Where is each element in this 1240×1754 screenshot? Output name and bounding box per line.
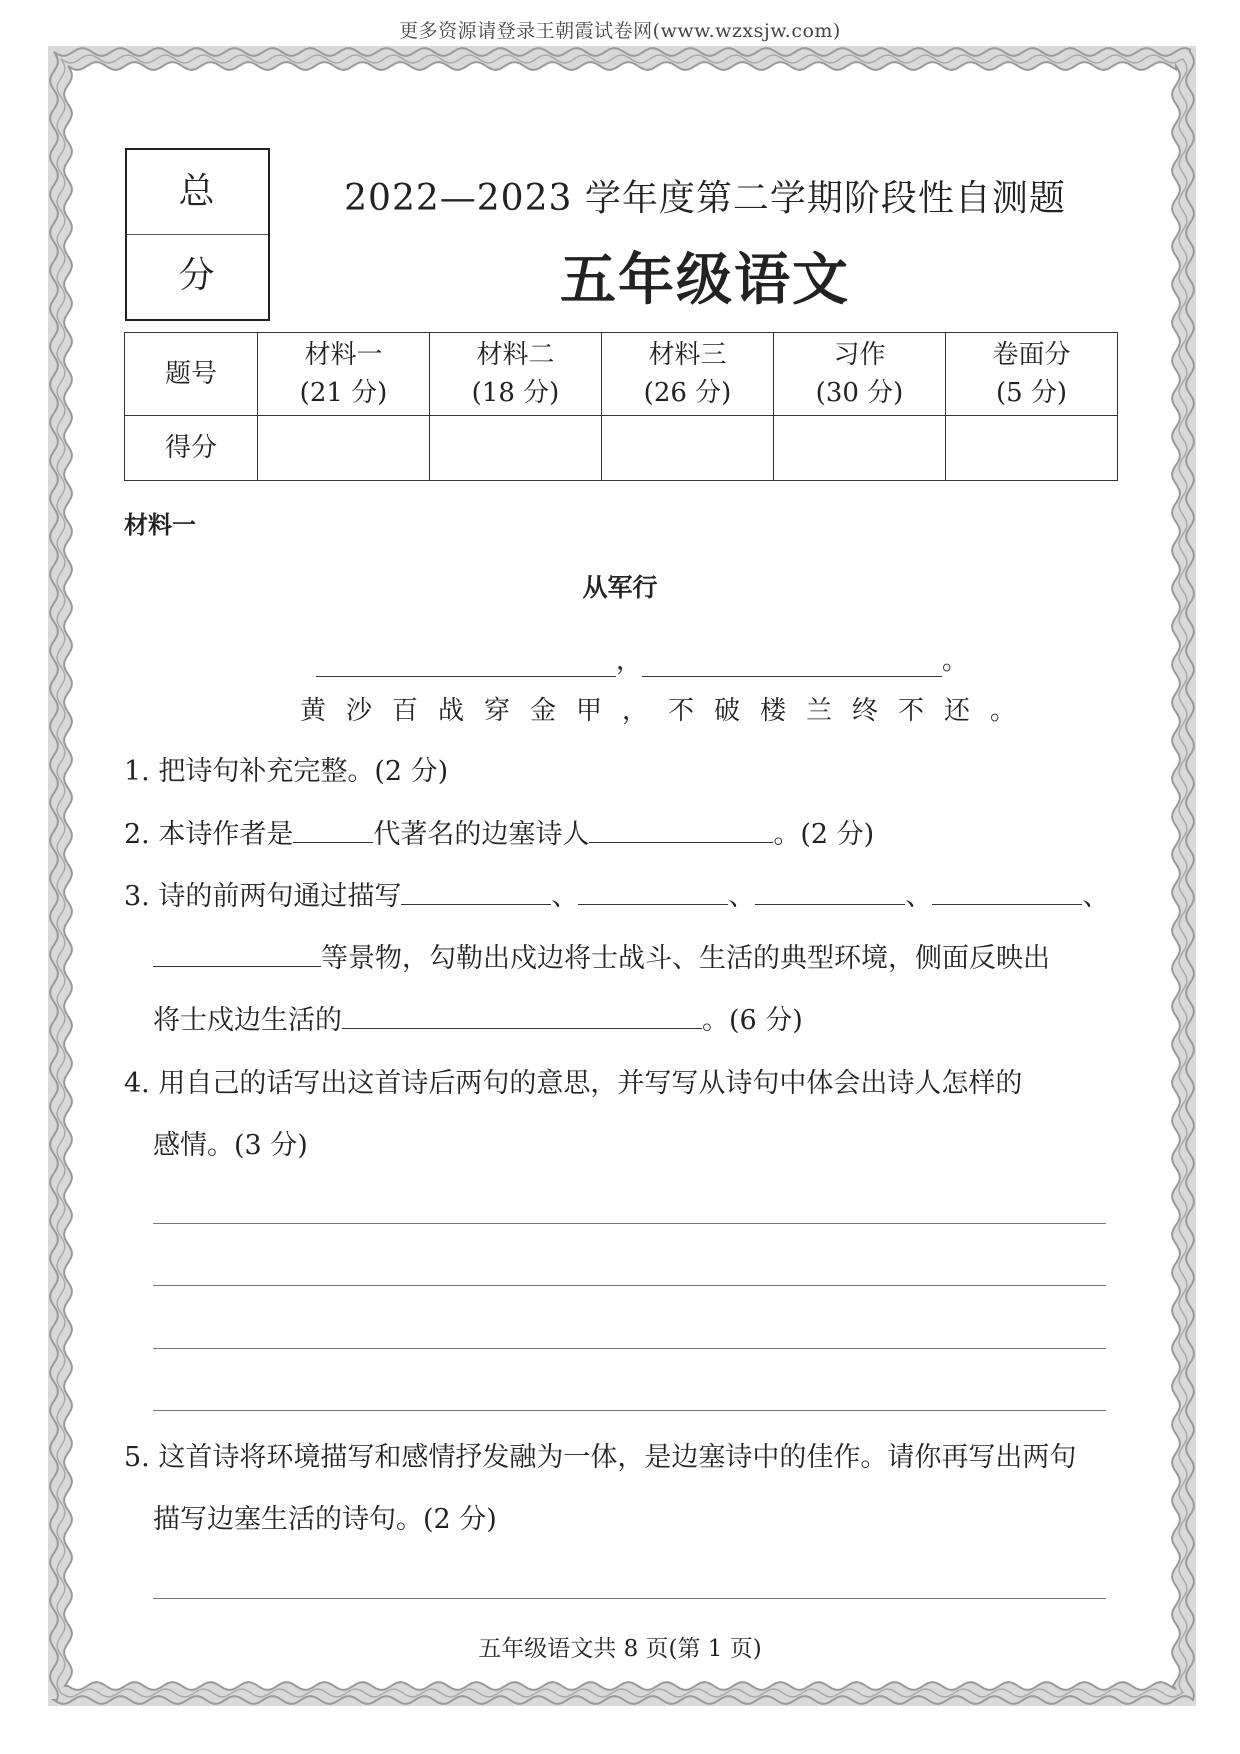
question-5-cont: 描写边塞生活的诗句。(2 分)	[153, 1504, 497, 1535]
answer-blank[interactable]	[578, 876, 728, 905]
answer-line[interactable]	[153, 1348, 1106, 1349]
row-label-score: 得分	[125, 416, 258, 481]
question-3: 3. 诗的前两句通过描写 、 、 、 、	[124, 876, 1109, 917]
question-4: 4. 用自己的话写出这首诗后两句的意思，并写写从诗句中体会出诗人怎样的	[124, 1068, 1023, 1099]
answer-line[interactable]	[153, 1285, 1106, 1286]
question-5: 5. 这首诗将环境描写和感情抒发融为一体，是边塞诗中的佳作。请你再写出两句	[124, 1442, 1077, 1473]
score-cell[interactable]	[602, 416, 774, 481]
answer-blank[interactable]	[589, 814, 773, 843]
answer-blank[interactable]	[401, 876, 551, 905]
col-header: 材料一 (21 分)	[258, 333, 430, 416]
score-cell[interactable]	[258, 416, 430, 481]
score-cell[interactable]	[774, 416, 946, 481]
answer-blank[interactable]	[932, 876, 1082, 905]
answer-blank[interactable]	[755, 876, 905, 905]
score-cell[interactable]	[430, 416, 602, 481]
answer-line[interactable]	[153, 1223, 1106, 1224]
poem-blank-line: ， 。	[316, 640, 968, 677]
answer-line[interactable]	[153, 1598, 1106, 1599]
header-note: 更多资源请登录王朝霞试卷网(www.wzxsjw.com)	[399, 20, 841, 42]
exam-title: 2022—2023 学年度第二学期阶段性自测题	[344, 178, 1066, 219]
col-header: 材料三 (26 分)	[602, 333, 774, 416]
total-score-box	[125, 148, 270, 321]
poem-title: 从军行	[582, 573, 658, 602]
section-label: 材料一	[124, 511, 196, 539]
question-3-cont: 等景物，勾勒出戍边将士战斗、生活的典型环境，侧面反映出	[153, 938, 1050, 979]
col-header: 习作 (30 分)	[774, 333, 946, 416]
subject-title: 五年级语文	[560, 247, 850, 313]
score-table	[124, 332, 1118, 481]
poem-line: 黄沙百战穿金甲，不破楼兰终不还。	[299, 696, 1036, 726]
row-label-question: 题号	[125, 333, 258, 416]
poem-blank-2[interactable]	[642, 658, 942, 677]
score-cell[interactable]	[946, 416, 1118, 481]
answer-blank[interactable]	[153, 938, 321, 967]
poem-blank-1[interactable]	[316, 658, 616, 677]
total-score-label: 总 分	[127, 150, 268, 235]
page-footer: 五年级语文共 8 页(第 1 页)	[478, 1636, 762, 1662]
col-header: 材料二 (18 分)	[430, 333, 602, 416]
answer-line[interactable]	[153, 1410, 1106, 1411]
question-1: 1. 把诗句补充完整。(2 分)	[124, 756, 449, 787]
answer-blank[interactable]	[342, 1000, 702, 1029]
col-header: 卷面分 (5 分)	[946, 333, 1118, 416]
question-4-cont: 感情。(3 分)	[153, 1130, 308, 1161]
question-3-cont: 将士戍边生活的 。(6 分)	[153, 1000, 803, 1041]
answer-blank[interactable]	[293, 814, 373, 843]
question-2: 2. 本诗作者是 代著名的边塞诗人 。(2 分)	[124, 814, 874, 855]
